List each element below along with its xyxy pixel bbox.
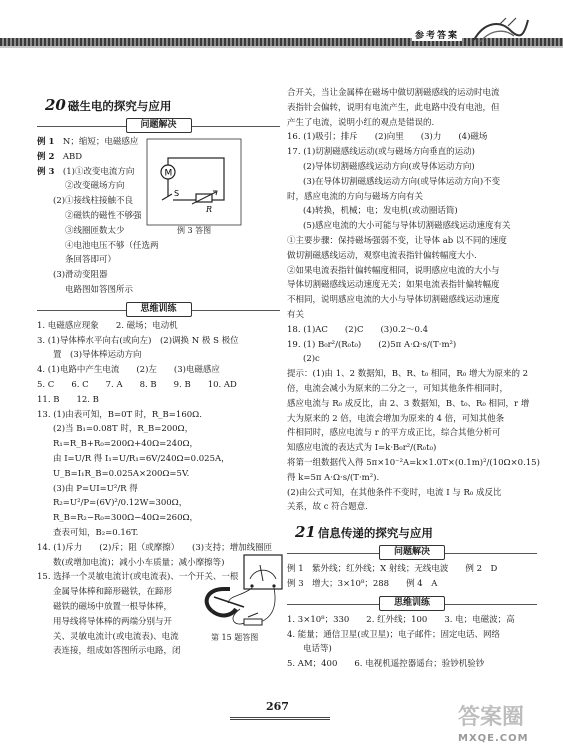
example-3-line: ④电池电压不够（任选两 [65, 240, 159, 251]
header-swirl-icon [470, 16, 530, 44]
svg-text:M: M [164, 168, 173, 179]
answer-line: 倍，电流会减小为原来的二分之一，可知其他条件相同时， [287, 383, 509, 394]
answer-line: (2)导体切割磁感线运动方向(或导体运动方向) [303, 161, 475, 172]
answer-line: (4)转换，机械；电；发电机(或动圈话筒) [303, 206, 458, 217]
example-3-line: ②磁铁的磁性不够强 [65, 210, 142, 221]
answer-line: 电话等) [303, 644, 332, 655]
svg-text:答案圈: 答案圈 [458, 705, 525, 730]
example-3-line: (2)①接线柱接触不良 [53, 196, 134, 207]
answer-line: 5. AM；400 6. 电视机遥控器遥台；验钞机验钞 [287, 659, 485, 670]
section-tag-problem-solving: 问题解决 [379, 545, 445, 560]
answer-line: 导体切割磁感线运动速度无关；如果电流表指针偏转幅度 [287, 280, 500, 291]
example-3-line: 条回答即可） [65, 255, 117, 266]
example-3-circuit-figure [146, 138, 242, 226]
answer-line: (3)在导体切割磁感线运动方向(或导体运动方向)不变 [303, 176, 501, 187]
answer-line: 产生了电流，说明小红的观点是错误的. [287, 117, 435, 128]
watermark-text: MXQE.COM [458, 733, 529, 744]
answer-line: 时，感应电流的方向与磁场方向有关 [287, 191, 424, 202]
answer-line: 例 3 增大；3×10⁸；288 例 4 A [287, 578, 438, 589]
answer-line: 19. (1) B₀r²/(R₀t₀) (2)5π A·Ω·s/(T·m²) [287, 339, 457, 350]
answer-line: 大为原来的 2 倍，电流会增加为原来的 4 倍，可知其他条 [287, 413, 505, 424]
chapter-21-heading [295, 523, 537, 541]
question-15-figure-caption: 第 15 题答图 [211, 633, 259, 642]
answer-line: 4. 能量；通信卫星(或卫星)；电子邮件；固定电话、网络 [287, 629, 500, 640]
answer-line: 11. B 12. B [37, 394, 99, 405]
example-3-line: ③线圈匝数太少 [65, 225, 125, 236]
answer-line: 磁铁的磁场中放置一根导体棒， [53, 601, 173, 612]
answer-line: 1. 3×10⁸；330 2. 红外线；100 3. 电；电磁波；高 [287, 614, 515, 625]
answer-line: 件相同时，感应电流与 r 的平方成正比，综合其他分析可 [287, 428, 501, 439]
answer-line: 关系，故 c 符合题意. [287, 502, 368, 513]
svg-text:R: R [206, 205, 213, 214]
answer-line: 感应电流与 R₀ 成反比，由 2、3 数据知，B、t₀、R₀ 相同，r 增 [287, 398, 530, 409]
answer-line: 5. C 6. C 7. A 8. B 9. B 10. AD [37, 379, 237, 390]
answer-line: 17. (1)切割磁感线运动(或与磁场方向垂直的运动) [287, 147, 475, 158]
section-tag-thinking-training: 思维训练 [379, 596, 445, 611]
chapter-title: 磁生电的探究与应用 [67, 99, 172, 113]
answer-line: 例 1 紫外线；红外线；X 射线；无线电波 例 2 D [287, 564, 498, 575]
answer-line: 由 I=U/R 得 I₁=U/R₁=6V/240Ω=0.025A， [53, 453, 230, 464]
answer-line: 18. (1)AC (2)C (3)0.2～0.4 [287, 324, 429, 335]
answer-line: ①主要步骤：保持磁场强弱不变，让导体 ab 以不同的速度 [287, 235, 507, 246]
answer-line: 14. (1)斥力 (2)斥；阻（或摩擦） (3)支持；增加线圈匝 [37, 542, 273, 553]
answer-line: 知感应电流的表达式为 I=k·B₀r²/(R₀t₀) [287, 443, 437, 454]
example-1: 例 1 N；缩短；电磁感应 [37, 137, 139, 147]
right-column [287, 86, 540, 672]
answer-line: 将第一组数据代入得 5π×10⁻²A=k×1.0T×(0.1m)²/(10Ω×0.15) [287, 457, 540, 468]
answer-line: 不相同，说明感应电流的大小与导体切割磁感线运动速度 [287, 295, 500, 306]
svg-text:S: S [174, 189, 180, 198]
answer-line: 3. (1)导体棒水平向右(或向左) (2)调换 N 极 S 极位 [37, 335, 239, 346]
answer-line: 表连接，组成如答图所示电路，闭 [53, 646, 181, 657]
answer-line: 置 (3)导体棒运动方向 [53, 350, 142, 361]
chapter-number: 21 [295, 523, 316, 542]
answer-line: 做切割磁感线运动，观察电流表指针偏转幅度大小. [287, 250, 477, 261]
answer-line: 有关 [287, 309, 305, 320]
answer-line: R_B=R₂−R₀=300Ω−40Ω=260Ω， [53, 513, 199, 524]
answer-line: 数(或增加电流)；减小小车质量；减小摩擦等) [53, 557, 225, 568]
answer-line: 合开关，当让金属棒在磁场中做切割磁感线的运动时电流 [287, 88, 500, 98]
answer-line: 表指针会偏转，说明有电流产生，此电路中没有电池，但 [287, 102, 500, 113]
answer-line: U_B=I₁R_B=0.025A×200Ω=5V. [53, 468, 190, 479]
answer-line: 13. (1)由表可知，B=0T 时，R_B=160Ω. [37, 409, 202, 420]
chapter-title: 信息传递的探究与应用 [317, 526, 433, 541]
page-number: 267 [266, 700, 289, 713]
answer-line: 16. (1)吸引；排斥 (2)向里 (3)力 (4)磁场 [287, 132, 488, 143]
answer-line: 查表可知，B₂=0.16T. [53, 527, 139, 538]
footer-rule [230, 717, 330, 720]
answer-line: R₁=R_B+R₀=200Ω+40Ω=240Ω， [53, 439, 199, 450]
example-3-line: ②改变磁场方向 [65, 181, 125, 192]
answer-line: (2)由公式可知，在其他条件不变时，电流 I 与 R₀ 成反比 [287, 487, 502, 498]
answer-line: 用导线将导体棒的两端分别与开 [53, 616, 173, 627]
answer-line: 关、灵敏电流计(或电流表)、电流 [53, 631, 179, 642]
answer-line: (2)当 B₁=0.08T 时，R_B=200Ω， [53, 424, 194, 435]
header-band-light [0, 46, 563, 48]
example-3-line: 电路图如答图所示 [65, 284, 134, 295]
answer-line: R₂=U²/P=(6V)²/0.12W=300Ω， [53, 498, 188, 509]
answer-line: ②如果电流表指针偏转幅度相同，说明感应电流的大小与 [287, 265, 500, 276]
answer-line: 4. (1)电路中产生电流 (2)左 (3)电磁感应 [37, 365, 220, 376]
answer-line: 1. 电磁感应现象 2. 磁场；电动机 [37, 320, 178, 331]
answer-line: 金属导体棒和蹄形磁铁，在蹄形 [53, 587, 173, 598]
header-title: 参考答案 [412, 28, 462, 41]
answer-line: 提示：(1)由 1、2 数据知，B、R、t₀ 相同，R₀ 增大为原来的 2 [287, 369, 529, 380]
example-3-line: (3)滑动变阻器 [53, 270, 108, 281]
answer-line: 15. 选择一个灵敏电流计(或电流表)、一个开关、一根 [37, 572, 239, 583]
section-tag-thinking-training: 思维训练 [126, 302, 192, 317]
answer-line: 得 k=5π A·Ω·s/(T·m²). [287, 472, 380, 483]
example-3-figure-caption: 例 3 答图 [177, 226, 212, 235]
answer-line: (2)c [303, 354, 320, 365]
answer-line: (5)感应电流的大小可能与导体切割磁感线运动速度有关 [303, 221, 511, 232]
answer-line: (3)由 P=UI=U²/R 得 [53, 483, 138, 494]
chapter-20-heading [45, 96, 280, 114]
example-2: 例 2 ABD [37, 151, 83, 162]
question-15-figure [200, 553, 288, 635]
chapter-number: 20 [45, 96, 66, 114]
example-3: 例 3 (1)①改变电流方向 [37, 166, 135, 177]
section-tag-problem-solving: 问题解决 [126, 118, 192, 133]
